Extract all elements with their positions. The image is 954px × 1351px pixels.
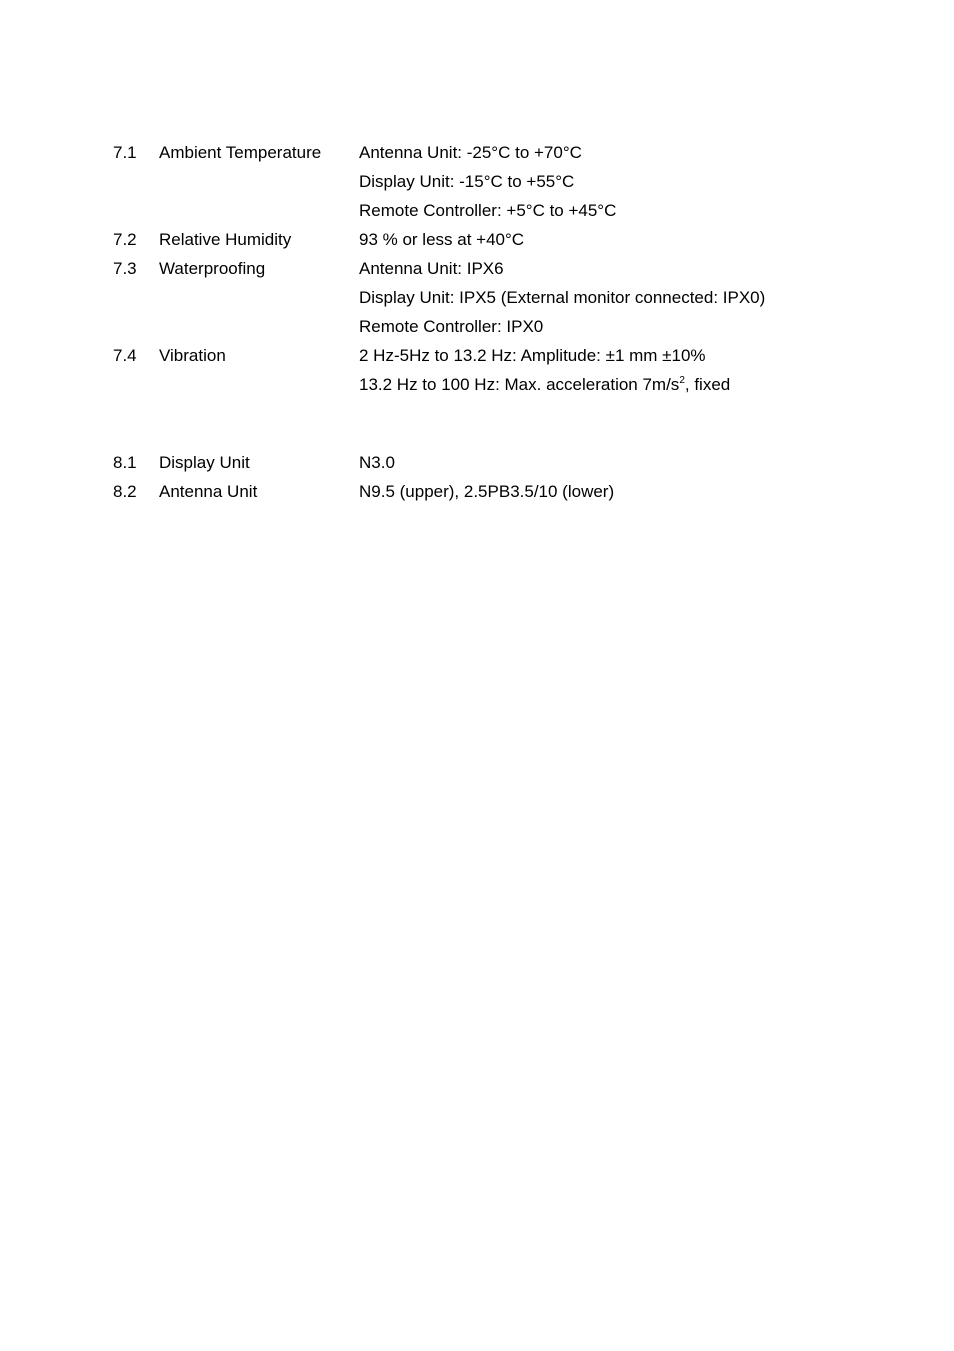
spec-value: Remote Controller: IPX0: [359, 317, 544, 336]
spec-row-antenna-unit: [113, 479, 833, 508]
spec-row-continuation: [113, 285, 833, 314]
spec-value: 93 % or less at +40°C: [359, 230, 525, 249]
spec-value: Remote Controller: +5°C to +45°C: [359, 201, 617, 220]
spec-value-acceleration: [359, 372, 730, 398]
spec-number: 7.3: [113, 259, 137, 278]
spec-row-vibration: [113, 343, 833, 372]
spec-row-continuation: [113, 169, 833, 198]
spec-label: Ambient Temperature: [159, 143, 322, 162]
value-text: , fixed: [684, 375, 731, 394]
color-section: [113, 450, 833, 508]
spec-number: 8.1: [113, 453, 137, 472]
spec-value: Display Unit: -15°C to +55°C: [359, 172, 575, 191]
spec-value: N3.0: [359, 453, 395, 472]
spec-row-continuation: [113, 372, 833, 401]
spec-row-relative-humidity: [113, 227, 833, 256]
spec-row-display-unit: [113, 450, 833, 479]
spec-value: Antenna Unit: -25°C to +70°C: [359, 143, 582, 162]
environmental-conditions-section: [113, 140, 833, 401]
spec-row-ambient-temperature: [113, 140, 833, 169]
superscript-exponent: 2: [679, 375, 685, 386]
spec-value: 2 Hz-5Hz to 13.2 Hz: Amplitude: ±1 mm ±10%: [359, 346, 706, 365]
spec-number: 8.2: [113, 482, 137, 501]
spec-label: Display Unit: [159, 453, 250, 472]
spec-value: N9.5 (upper), 2.5PB3.5/10 (lower): [359, 482, 615, 501]
spec-row-waterproofing: [113, 256, 833, 285]
spec-number: 7.2: [113, 230, 137, 249]
spec-value: Display Unit: IPX5 (External monitor connected: IPX0): [359, 288, 766, 307]
spec-label: Antenna Unit: [159, 482, 258, 501]
value-text: 13.2 Hz to 100 Hz: Max. acceleration 7m/s: [359, 375, 680, 394]
spec-label: Relative Humidity: [159, 230, 292, 249]
spec-value: Antenna Unit: IPX6: [359, 259, 504, 278]
spec-label: Vibration: [159, 346, 226, 365]
spec-number: 7.4: [113, 346, 137, 365]
spec-row-continuation: [113, 314, 833, 343]
spec-row-continuation: [113, 198, 833, 227]
spec-number: 7.1: [113, 143, 137, 162]
spec-label: Waterproofing: [159, 259, 266, 278]
